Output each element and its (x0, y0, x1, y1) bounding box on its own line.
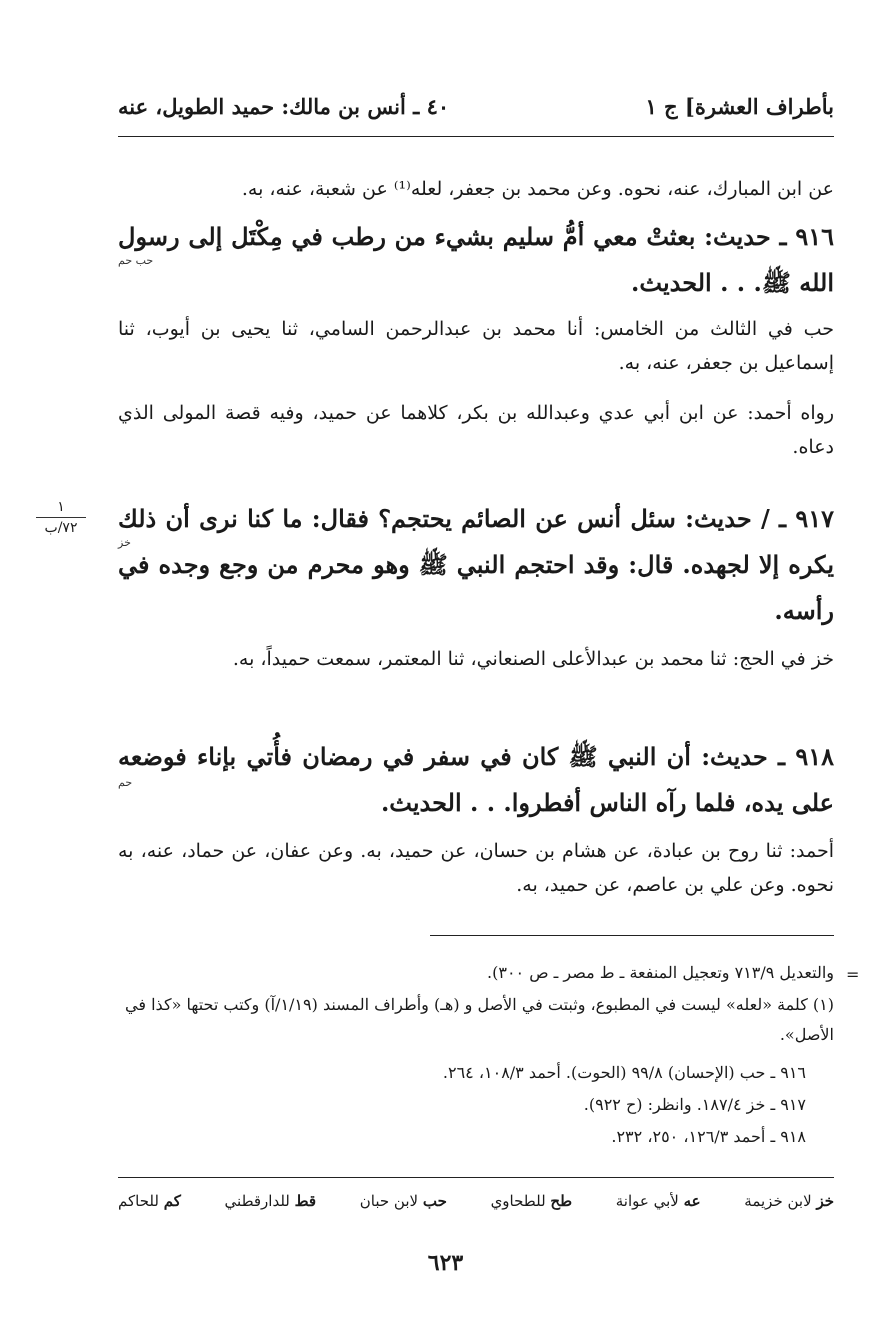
abbr-item: عه لأبي عوانة (615, 1192, 701, 1210)
abbr-item: كم للحاكم (118, 1192, 181, 1210)
abbr-item: خز لابن خزيمة (744, 1192, 834, 1210)
hadith-916 (118, 214, 834, 306)
paragraph-916-ahmad: رواه أحمد: عن ابن أبي عدي وعبدالله بن بكر، كلاهما عن حميد، وفيه قصة المولى الذي دعاه. (118, 402, 834, 458)
running-header (118, 86, 834, 126)
abbr-item: حب لابن حبان (359, 1192, 447, 1210)
hadith-text: حديث: بعثتْ معي أمُّ سليم بشيء من رطب في مِكْتَل إلى رسول الله ﷺ. . . الحديث. (118, 222, 834, 297)
footnote-918: ٩١٨ ـ أحمد ١٢٦/٣، ٢٥٠، ٢٣٢. (611, 1127, 806, 1146)
annotation-917: خز (118, 536, 131, 549)
footnote-rule (430, 935, 834, 936)
folio-number: ١ (57, 499, 65, 515)
abbr-item: طح للطحاوي (490, 1192, 573, 1210)
folio-rule (36, 517, 86, 518)
footnote-917: ٩١٧ ـ خز ١٨٧/٤. وانظر: (ح ٩٢٢). (583, 1095, 806, 1114)
annotation-916: حب حم (118, 254, 154, 267)
hadith-text: حديث: أن النبي ﷺ كان في سفر في رمضان فأُتي بإناء فوضعه على يده، فلما رآه الناس أفطروا. . . الحديث. (118, 742, 834, 817)
paragraph-intro: عن ابن المبارك، عنه، نحوه. وعن محمد بن جعفر، لعله⁽¹⁾ عن شعبة، عنه، به. (241, 178, 834, 200)
paragraph-916-source: حب في الثالث من الخامس: أنا محمد بن عبدالرحمن السامي، ثنا يحيى بن أيوب، ثنا إسماعيل بن جعفر، عنه، به. (118, 318, 834, 374)
paragraph-917-source: خز في الحج: ثنا محمد بن عبدالأعلى الصنعاني، ثنا المعتمر، سمعت حميداً، به. (232, 648, 834, 670)
hadith-number: ٩١٧ ـ (779, 504, 835, 533)
footnote-continuation-mark: = (846, 965, 860, 984)
hadith-918 (118, 734, 834, 826)
hadith-text: / حديث: سئل أنس عن الصائم يحتجم؟ فقال: ما كنا نرى أن ذلك يكره إلا لجهده. قال: وقد احتجم النبي ﷺ وهو محرم من وجع وجده في رأسه. (118, 504, 834, 625)
header-rule (118, 136, 834, 137)
header-volume: بأطراف العشرة] ج ١ (645, 93, 834, 119)
footnote-1: (١) كلمة «لعله» ليست في المطبوع، وثبتت في الأصل و (هـ) وأطراف المسند (١/١٩/آ) وكتب تحتها «كذا في الأصل». (125, 995, 834, 1044)
abbreviation-rule (118, 1177, 834, 1178)
header-section: ٤٠ ـ أنس بن مالك: حميد الطويل، عنه (118, 93, 450, 119)
folio-page: ٧٢/ب (44, 520, 78, 536)
hadith-917 (118, 496, 834, 634)
abbr-item: قط للدارقطني (224, 1192, 317, 1210)
margin-folio-note (30, 498, 92, 537)
annotation-918: حم (118, 776, 133, 789)
hadith-number: ٩١٦ ـ (779, 222, 834, 251)
page-number: ٦٢٣ (427, 1250, 464, 1276)
abbreviation-key (118, 1192, 834, 1210)
paragraph-918-source: أحمد: ثنا روح بن عبادة، عن هشام بن حسان، عن حميد، به. وعن عفان، عن حماد، عنه، به نحوه. وعن علي بن عاصم، عن حميد، به. (118, 840, 834, 896)
footnote-916: ٩١٦ ـ حب (الإحسان) ٩٩/٨ (الحوت). أحمد ١٠٨/٣، ٢٦٤. (442, 1063, 806, 1082)
hadith-number: ٩١٨ ـ (778, 742, 835, 771)
footnote-continued: والتعديل ٧١٣/٩ وتعجيل المنفعة ـ ط مصر ـ ص ٣٠٠). (487, 963, 834, 982)
